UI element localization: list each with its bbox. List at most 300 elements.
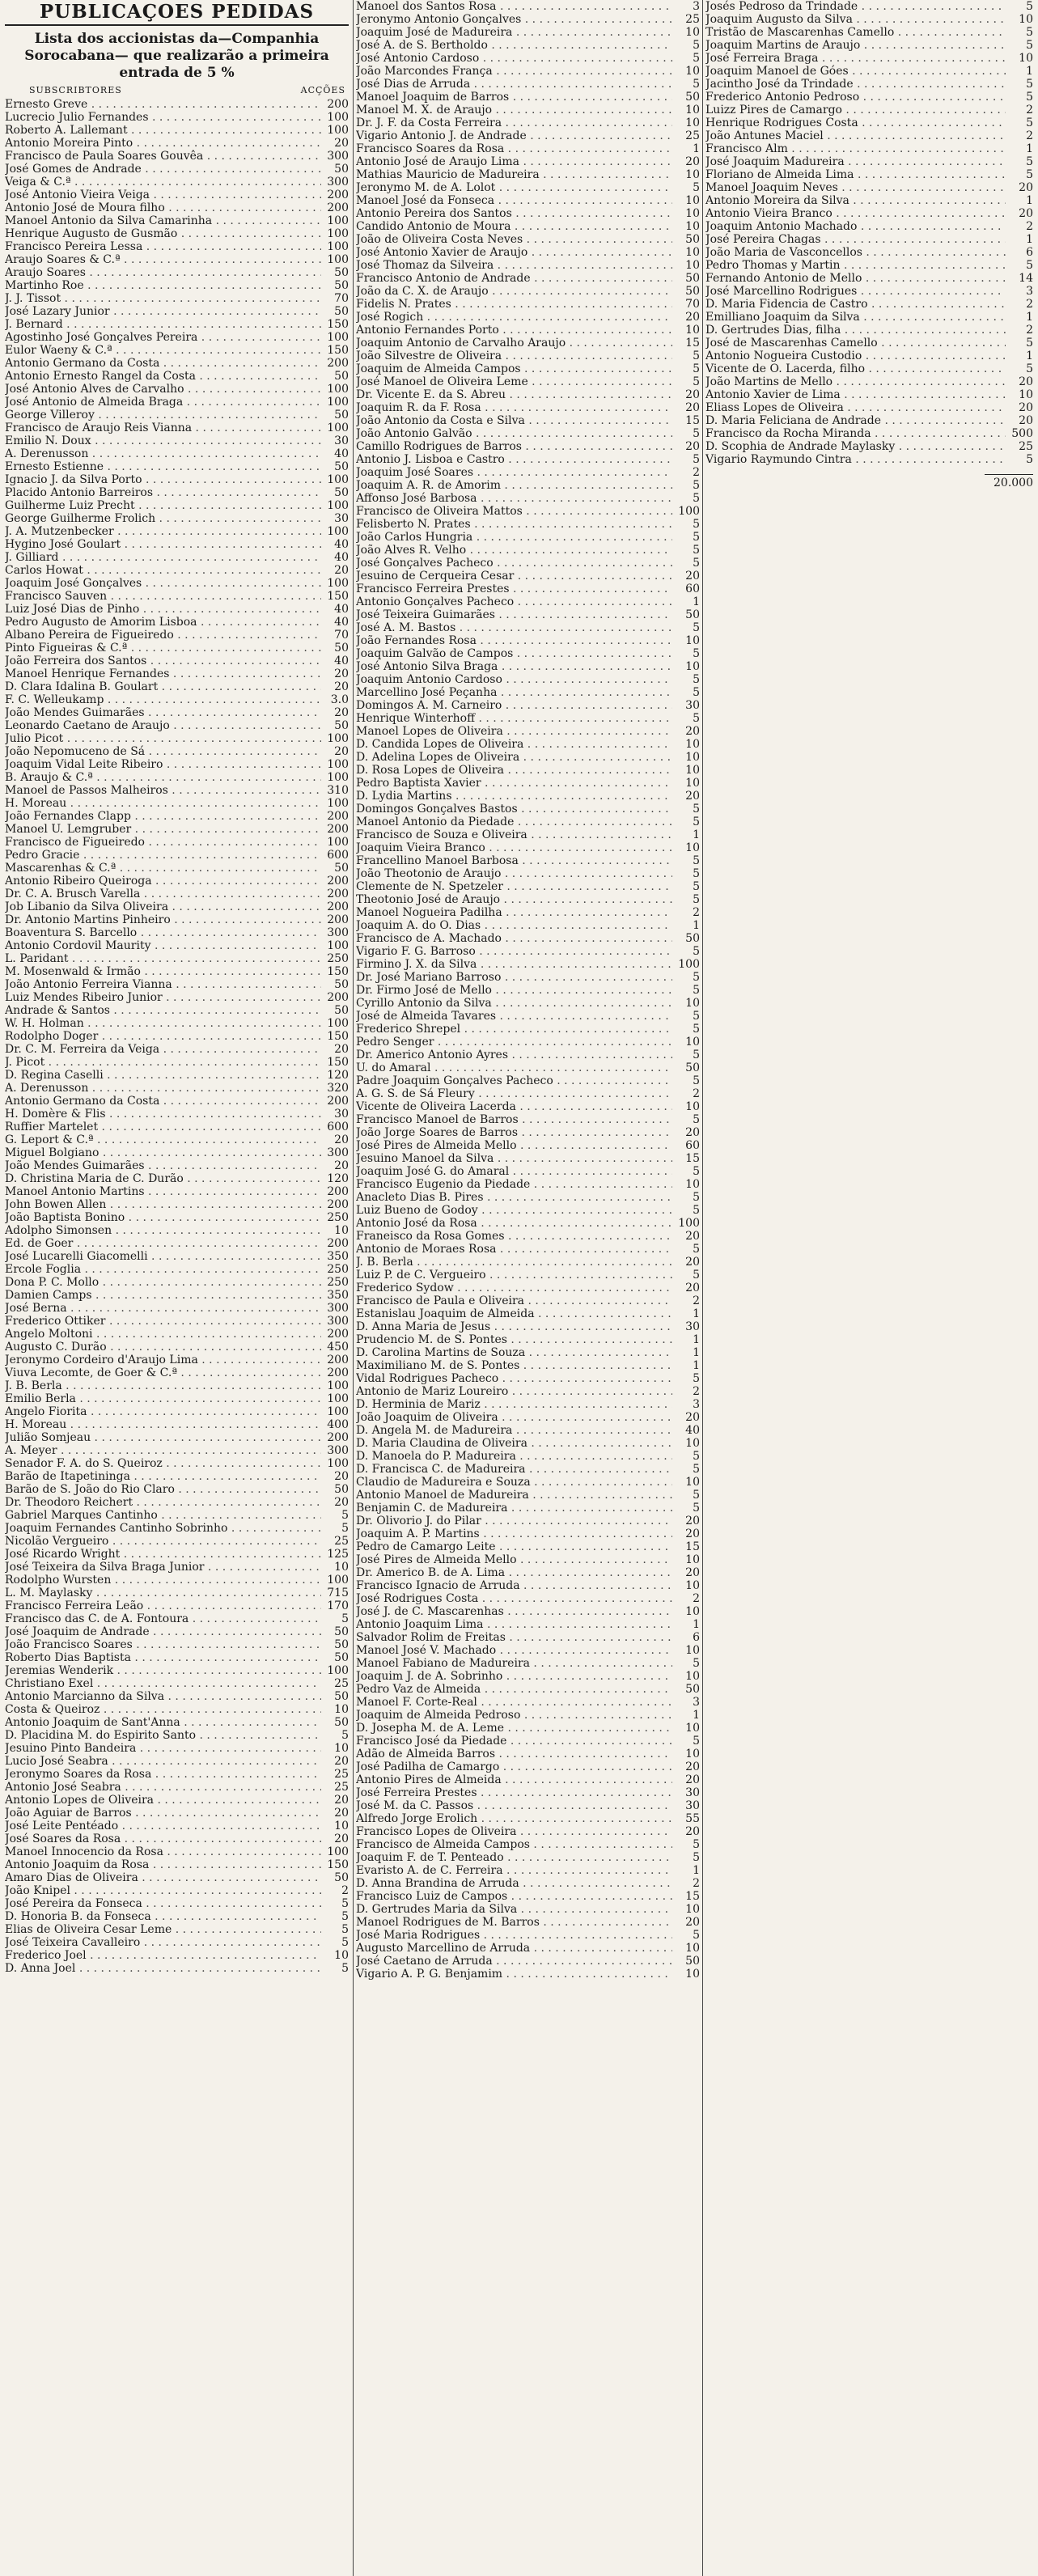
subscriber-name: George Guilherme Frolich . . .: [5, 512, 321, 525]
share-count: 5: [341, 1910, 349, 1923]
share-count: 10: [685, 634, 700, 647]
subscriber-name: L. M. Maylasky . . .: [5, 1587, 321, 1599]
subscriber-name: Pedro Augusto de Amorim Lisboa . . .: [5, 616, 321, 629]
list-item: [356, 673, 700, 686]
subscriber-name: Cyrillo Antonio da Silva . . .: [356, 997, 672, 1010]
share-count: 150: [327, 344, 349, 357]
share-count: 20: [685, 790, 700, 803]
subscriber-name: Antonio Gonçalves Pacheco . . .: [356, 595, 672, 608]
list-item: [5, 564, 349, 577]
subscriber-name: Manoel Antonio Martins . . .: [5, 1185, 321, 1198]
subscriber-name: José A. M. Bastos . . .: [356, 621, 672, 634]
list-item: [356, 1722, 700, 1735]
share-count: 5: [693, 673, 700, 686]
subscriber-name: João de Oliveira Costa Neves . . .: [356, 233, 672, 246]
list-item: [356, 1838, 700, 1851]
list-item: [356, 803, 700, 816]
list-item: [5, 1664, 349, 1677]
subscriber-name: Manoel José da Fonseca . . .: [356, 194, 672, 207]
share-count: 200: [327, 1198, 349, 1211]
list-item: [356, 1644, 700, 1657]
subscriber-name: Francisco de Figueiredo . . .: [5, 836, 321, 849]
subscriber-name: Joaquim José Gonçalves . . .: [5, 577, 321, 590]
list-item: [5, 1703, 349, 1716]
list-item: [5, 1146, 349, 1159]
list-item: [356, 1333, 700, 1346]
subscriber-name: Dr. Vicente E. da S. Abreu . . .: [356, 388, 672, 401]
share-count: 20: [1019, 207, 1033, 220]
share-count: 1: [1026, 142, 1033, 155]
share-count: 40: [334, 447, 349, 460]
share-count: 25: [1019, 440, 1033, 453]
list-item: [356, 1010, 700, 1023]
subscriber-name: Camillo Rodrigues de Barros . . .: [356, 440, 672, 453]
list-item: [5, 1910, 349, 1923]
list-item: [356, 660, 700, 673]
share-count: 30: [685, 1786, 700, 1799]
subscriber-name: José Joaquim de Andrade . . .: [5, 1625, 321, 1638]
list-item: [5, 1612, 349, 1625]
list-item: [356, 1049, 700, 1061]
subscriber-name: Emilio Berla . . .: [5, 1392, 321, 1405]
share-count: 5: [693, 1165, 700, 1178]
list-item: [356, 1877, 700, 1890]
subscriber-name: Francisco José da Piedade . . .: [356, 1735, 672, 1748]
subscriber-name: Eliass Lopes de Oliveira . . .: [705, 401, 1006, 414]
list-item: [356, 298, 700, 311]
subscriber-name: D. Maria Claudina de Oliveira . . .: [356, 1437, 672, 1450]
list-item: [356, 1735, 700, 1748]
list-item: [5, 1237, 349, 1250]
share-count: 500: [1011, 427, 1033, 440]
subscriber-name: Pedro Vaz de Almeida . . .: [356, 1683, 672, 1696]
share-count: 5: [693, 479, 700, 492]
share-count: 200: [327, 1095, 349, 1108]
share-count: 5: [693, 1463, 700, 1476]
share-count: 2: [693, 906, 700, 919]
list-item: [356, 841, 700, 854]
subscriber-name: Francisco de Oliveira Mattos . . .: [356, 505, 672, 518]
list-item: [5, 680, 349, 693]
subscriber-name: Vigario A. P. G. Benjamim . . .: [356, 1968, 672, 1981]
share-count: 5: [341, 1936, 349, 1949]
subscriber-name: J. B. Berla . . .: [5, 1379, 321, 1392]
list-item: [705, 0, 1033, 13]
subscriber-name: Maximiliano M. de S. Pontes . . .: [356, 1359, 672, 1372]
subscriber-name: D. Honoria B. da Fonseca . . .: [5, 1910, 321, 1923]
list-item: [356, 479, 700, 492]
subscriber-name: John Bowen Allen . . .: [5, 1198, 321, 1211]
subscriber-name: Viuva Lecomte, de Goer & C.ª . . .: [5, 1366, 321, 1379]
share-count: 20: [334, 1496, 349, 1509]
list-item: [356, 52, 700, 65]
list-item: [5, 1548, 349, 1561]
subscriber-name: Antonio Fernandes Porto . . .: [356, 324, 672, 337]
share-count: 450: [327, 1341, 349, 1354]
subscriber-name: José Antonio Silva Braga . . .: [356, 660, 672, 673]
subscriber-name: Estanislau Joaquim de Almeida . . .: [356, 1307, 672, 1320]
list-item: [356, 155, 700, 168]
share-count: 10: [685, 1968, 700, 1981]
subscriber-name: Theotonio José de Araujo . . .: [356, 893, 672, 906]
subscriber-name: Antonio Germano da Costa . . .: [5, 357, 321, 370]
share-count: 6: [693, 1631, 700, 1644]
subscriber-name: Araujo Soares & C.ª . . .: [5, 253, 321, 266]
subscriber-name: João Francisco Soares . . .: [5, 1638, 321, 1651]
share-count: 50: [685, 1955, 700, 1968]
subscriber-name: Frederico Sydow . . .: [356, 1282, 672, 1294]
subscriber-name: Dona P. C. Mollo . . .: [5, 1276, 321, 1289]
list-item: [5, 888, 349, 900]
list-item: [356, 453, 700, 466]
subscriber-name: José Marcellino Rodrigues . . .: [705, 285, 1006, 298]
share-count: 5: [693, 1851, 700, 1864]
list-item: [356, 207, 700, 220]
list-item: [5, 758, 349, 771]
subscriber-name: L. Paridant . . .: [5, 952, 321, 965]
list-item: [356, 1437, 700, 1450]
share-count: 15: [685, 337, 700, 350]
share-count: 20: [685, 1411, 700, 1424]
subscriber-name: D. Anna Brandina de Arruda . . .: [356, 1877, 672, 1890]
subscriber-name: José M. da C. Passos . . .: [356, 1799, 672, 1812]
share-count: 40: [334, 655, 349, 667]
share-count: 2: [693, 1592, 700, 1605]
share-count: 150: [327, 1858, 349, 1871]
list-item: [705, 155, 1033, 168]
list-item: [5, 913, 349, 926]
share-count: 5: [693, 1489, 700, 1502]
share-count: 100: [327, 396, 349, 409]
share-count: 20: [334, 680, 349, 693]
subscriber-name: Pinto Figueiras & C.ª . . .: [5, 642, 321, 655]
subscriber-name: Clemente de N. Spetzeler . . .: [356, 880, 672, 893]
subscriber-name: Antonio Vieira Branco . . .: [705, 207, 1006, 220]
list-item: [5, 836, 349, 849]
list-item: [356, 337, 700, 350]
subscriber-name: D. Scophia de Andrade Maylasky . . .: [705, 440, 1006, 453]
subscriber-name: Manoel Joaquim Neves . . .: [705, 181, 1006, 194]
list-item: [5, 1289, 349, 1302]
subscriber-name: José Leite Pentéado . . .: [5, 1820, 321, 1832]
share-count: 320: [327, 1082, 349, 1095]
subscriber-name: H. Moreau . . .: [5, 797, 321, 810]
subscriber-name: Pedro Senger . . .: [356, 1036, 672, 1049]
share-count: 50: [334, 1651, 349, 1664]
list-item: [356, 764, 700, 777]
subscriber-name: Martinho Roe . . .: [5, 279, 321, 292]
list-item: [356, 375, 700, 388]
list-item: [5, 939, 349, 952]
share-count: 5: [693, 557, 700, 570]
list-item: [356, 570, 700, 583]
list-item: [356, 1346, 700, 1359]
list-item: [5, 1923, 349, 1936]
subscriber-name: Costa & Queiroz . . .: [5, 1703, 321, 1716]
share-count: 3: [693, 1696, 700, 1709]
subscriber-name: Fernando Antonio de Mello . . .: [705, 272, 1006, 285]
list-item: [5, 1250, 349, 1263]
share-count: 5: [341, 1897, 349, 1910]
subscriber-name: José Antonio Vieira Veiga . . .: [5, 189, 321, 201]
list-item: [356, 1579, 700, 1592]
share-count: 2: [1026, 324, 1033, 337]
page-title: PUBLICAÇOES PEDIDAS: [5, 0, 349, 26]
share-count: 10: [685, 168, 700, 181]
subscriber-name: Francisco das C. de A. Fontoura . . .: [5, 1612, 321, 1625]
share-count: 5: [693, 350, 700, 362]
share-count: 715: [327, 1587, 349, 1599]
list-item: [356, 1592, 700, 1605]
subscriber-name: Antonio Moreira Pinto . . .: [5, 137, 321, 150]
list-item: [5, 538, 349, 551]
share-count: 5: [693, 492, 700, 505]
share-count: 10: [685, 1748, 700, 1760]
subscriber-name: Alfredo Jorge Erolich . . .: [356, 1812, 672, 1825]
subscriber-name: Miguel Bolgiano . . .: [5, 1146, 321, 1159]
share-count: 3.0: [330, 693, 349, 706]
subscriber-name: H. Domère & Flis . . .: [5, 1108, 321, 1121]
share-count: 10: [1019, 13, 1033, 26]
list-item: [705, 311, 1033, 324]
share-count: 40: [334, 551, 349, 564]
subscriber-name: A. Derenusson . . .: [5, 1082, 321, 1095]
list-item: [5, 1522, 349, 1535]
list-item: [356, 1100, 700, 1113]
list-item: [356, 1825, 700, 1838]
share-count: 10: [685, 1178, 700, 1191]
share-count: 200: [327, 1366, 349, 1379]
share-count: 20: [685, 401, 700, 414]
share-count: 50: [685, 285, 700, 298]
list-item: [5, 1936, 349, 1949]
column-divider-2: [702, 0, 703, 2576]
subscriber-name: João Carlos Hungria . . .: [356, 531, 672, 544]
share-count: 20: [334, 667, 349, 680]
list-item: [356, 518, 700, 531]
list-item: [705, 207, 1033, 220]
share-count: 100: [327, 1664, 349, 1677]
subscriber-name: Antonio Cordovil Maurity . . .: [5, 939, 321, 952]
list-item: [356, 1294, 700, 1307]
subscriber-name: João Ferreira dos Santos . . .: [5, 655, 321, 667]
share-count: 1: [693, 1307, 700, 1320]
list-item: [5, 525, 349, 538]
subscriber-name: João Jorge Soares de Barros . . .: [356, 1126, 672, 1139]
list-item: [5, 1328, 349, 1341]
subscriber-name: D. Angela M. de Madureira . . .: [356, 1424, 672, 1437]
share-count: 50: [334, 370, 349, 383]
share-count: 20: [334, 1133, 349, 1146]
share-count: 30: [334, 434, 349, 447]
share-count: 5: [1026, 0, 1033, 13]
list-item: [5, 823, 349, 836]
list-item: [5, 900, 349, 913]
list-item: [5, 279, 349, 292]
share-count: 5: [693, 1657, 700, 1670]
list-item: [5, 409, 349, 422]
share-count: 20: [1019, 375, 1033, 388]
subscriber-name: Pedro Thomas y Martin . . .: [705, 259, 1006, 272]
list-item: [5, 499, 349, 512]
list-item: [356, 777, 700, 790]
share-count: 100: [327, 227, 349, 240]
list-item: [5, 1742, 349, 1755]
subscriber-name: Joaquim Vidal Leite Ribeiro . . .: [5, 758, 321, 771]
list-item: [356, 1812, 700, 1825]
list-item: [356, 1502, 700, 1515]
share-count: 60: [685, 583, 700, 595]
share-count: 70: [334, 292, 349, 305]
share-count: 40: [334, 603, 349, 616]
list-item: [5, 1509, 349, 1522]
share-count: 5: [693, 1243, 700, 1256]
subscriber-name: Floriano de Almeida Lima . . .: [705, 168, 1006, 181]
share-count: 10: [685, 1722, 700, 1735]
list-item: [5, 1962, 349, 1975]
list-item: [5, 642, 349, 655]
list-item: [356, 1036, 700, 1049]
share-count: 200: [327, 900, 349, 913]
share-count: 250: [327, 1263, 349, 1276]
share-count: 5: [693, 362, 700, 375]
list-item: [5, 1354, 349, 1366]
share-count: 10: [685, 1644, 700, 1657]
share-count: 5: [693, 39, 700, 52]
subscriber-name: João Baptista Bonino . . .: [5, 1211, 321, 1224]
list-item: [5, 370, 349, 383]
subscriber-name: D. Gertrudes Maria da Silva . . .: [356, 1903, 672, 1916]
share-count: 200: [327, 823, 349, 836]
subscriber-name: Dr. C. M. Ferreira da Veiga . . .: [5, 1043, 321, 1056]
subscriber-name: José Teixeira Cavalleiro . . .: [5, 1936, 321, 1949]
subscriber-name: Emilio N. Doux . . .: [5, 434, 321, 447]
share-count: 20: [685, 1230, 700, 1243]
subscriber-name: U. do Amaral . . .: [356, 1061, 672, 1074]
list-item: [5, 810, 349, 823]
list-item: [705, 220, 1033, 233]
subscriber-name: João Aguiar de Barros . . .: [5, 1807, 321, 1820]
subscriber-name: Manoel M. X. de Araujo . . .: [356, 104, 672, 117]
subscriber-name: José Ferreira Braga . . .: [705, 52, 1006, 65]
share-count: 10: [685, 194, 700, 207]
subscriber-name: Jeronymo Soares da Rosa . . .: [5, 1768, 321, 1781]
subscriber-name: Joaquim Fernandes Cantinho Sobrinho . . .: [5, 1522, 321, 1535]
share-count: 10: [334, 1703, 349, 1716]
subscriber-name: João Martins de Mello . . .: [705, 375, 1006, 388]
list-item: [5, 1198, 349, 1211]
share-count: 1: [1026, 311, 1033, 324]
share-count: 100: [327, 499, 349, 512]
subscriber-name: João Maria de Vasconcellos . . .: [705, 246, 1006, 259]
share-count: 10: [685, 751, 700, 764]
list-item: [356, 1061, 700, 1074]
list-item: [5, 1483, 349, 1496]
share-count: 100: [327, 1457, 349, 1470]
share-count: 1: [1026, 350, 1033, 362]
list-item: [5, 616, 349, 629]
share-count: 10: [1019, 388, 1033, 401]
list-item: [5, 1030, 349, 1043]
share-count: 25: [334, 1677, 349, 1690]
list-item: [5, 1444, 349, 1457]
list-item: [5, 1638, 349, 1651]
share-count: 600: [327, 849, 349, 862]
subscriber-name: Eulor Waeny & C.ª . . .: [5, 344, 321, 357]
list-item: [356, 220, 700, 233]
subscriber-name: José Joaquim Madureira . . .: [705, 155, 1006, 168]
subscriber-name: José Padilha de Camargo . . .: [356, 1760, 672, 1773]
share-count: 250: [327, 952, 349, 965]
subscriber-name: Mascarenhas & C.ª . . .: [5, 862, 321, 875]
list-item: [5, 383, 349, 396]
subscriber-name: Ruffier Martelet . . .: [5, 1121, 321, 1133]
share-count: 20: [685, 311, 700, 324]
list-item: [356, 1929, 700, 1942]
share-count: 100: [327, 331, 349, 344]
subscriber-name: Pedro de Camargo Leite . . .: [356, 1540, 672, 1553]
share-count: 5: [693, 945, 700, 958]
list-item: [356, 880, 700, 893]
share-count: 5: [1026, 26, 1033, 39]
list-item: [356, 1398, 700, 1411]
share-count: 10: [685, 997, 700, 1010]
column-2: [356, 0, 700, 2576]
list-item: [5, 1871, 349, 1884]
subscriber-name: Augusto Marcellino de Arruda . . .: [356, 1942, 672, 1955]
share-count: 5: [341, 1612, 349, 1625]
share-count: 5: [341, 1522, 349, 1535]
share-count: 10: [685, 207, 700, 220]
subscriber-name: D. Clara Idalina B. Goulart . . .: [5, 680, 321, 693]
list-item: [5, 1651, 349, 1664]
share-count: 10: [685, 246, 700, 259]
share-count: 5: [1026, 78, 1033, 91]
subscriber-name: D. Christina Maria de C. Durão . . .: [5, 1172, 321, 1185]
list-item: [5, 1224, 349, 1237]
subscriber-name: Luiz Bueno de Godoy . . .: [356, 1204, 672, 1217]
subscriber-name: D. Josepha M. de A. Leme . . .: [356, 1722, 672, 1735]
list-item: [5, 1755, 349, 1768]
subscriber-name: Benjamin C. de Madureira . . .: [356, 1502, 672, 1515]
list-item: [5, 1211, 349, 1224]
subscriber-name: Frederico Antonio Pedroso . . .: [705, 91, 1006, 104]
list-item: [356, 401, 700, 414]
list-item: [356, 751, 700, 764]
list-item: [356, 1126, 700, 1139]
share-count: 5: [693, 803, 700, 816]
share-count: 300: [327, 150, 349, 163]
subscriber-name: José Manoel de Oliveira Leme . . .: [356, 375, 672, 388]
list-item: [5, 978, 349, 991]
list-item: [5, 849, 349, 862]
subscriber-name: Antonio de Mariz Loureiro . . .: [356, 1385, 672, 1398]
share-count: 50: [685, 1683, 700, 1696]
subscriber-name: Tristão de Mascarenhas Camello . . .: [705, 26, 1006, 39]
subscriber-name: Manoel Nogueira Padilha . . .: [356, 906, 672, 919]
list-item: [5, 1716, 349, 1729]
list-item: [356, 0, 700, 13]
list-item: [356, 1178, 700, 1191]
list-item: [356, 1424, 700, 1437]
list-item: [705, 350, 1033, 362]
subscriber-name: J. J. Tissot . . .: [5, 292, 321, 305]
share-count: 1: [693, 142, 700, 155]
subscriber-name: Francisco de Paula Soares Gouvêa . . .: [5, 150, 321, 163]
list-item: [356, 1786, 700, 1799]
subscriber-name: Felisberto N. Prates . . .: [356, 518, 672, 531]
subscriber-name: José Antonio Cardoso . . .: [356, 52, 672, 65]
